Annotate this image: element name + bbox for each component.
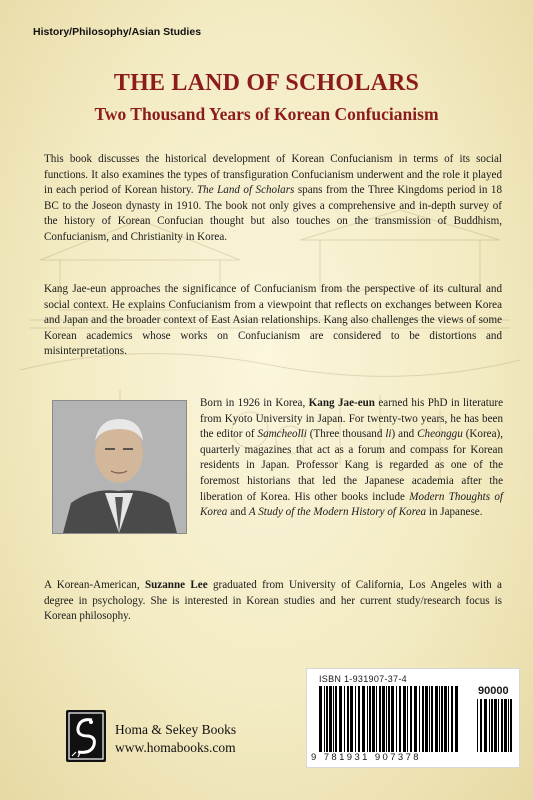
- ean-barcode-bars: [319, 686, 459, 752]
- price-code: 90000: [478, 685, 509, 697]
- book-subtitle: Two Thousand Years of Korean Confucianism: [94, 104, 439, 124]
- author-biography: Born in 1926 in Korea, Kang Jae-eun earned his PhD in literature from Kyoto University in Japan. For twenty-two years, he has been the editor of Samcheolli (Three thousand li) and Cheonggu (Korea), quarterly magazines that act as a forum and compass for Korean residents in Japan. Professor Kang is regarded as one of the foremost historians that led the Japanese academia after the liberation of Korea. His other books include Modern Thoughts of Korea and A Study of the Modern History of Korea in Japanese.: [200, 397, 503, 519]
- author-approach-paragraph: Kang Jae-eun approaches the significance of Confucianism from the perspective of its cultural and social context. He explains Confucianism from a viewpoint that reflects on exchanges between Korea and Japan and the broader context of East Asian relationships. Kang also challenges the views of some Korean academics whose works on Confucianism are considered to be distortions and misinterpretations.: [44, 283, 502, 358]
- addon-barcode-bars: [477, 699, 513, 752]
- publisher-name: Homa & Sekey Books: [115, 722, 237, 737]
- barcode-digits: 9 781931 907378: [311, 752, 421, 763]
- description-paragraph: This book discusses the historical development of Korean Confucianism in terms of its social functions. It also examines the types of transfiguration Confucianism underwent and the role it played in each period of Korean history. The Land of Scholars spans from the Three Kingdoms period in 18 BC to the Joseon dynasty in 1910. The book not only gives a comprehensive and in-depth survey of the history of Korean Confucian thought but also touches on the transmission of Buddhism, Confucianism, and Christianity in Korea.: [44, 153, 502, 243]
- book-title: THE LAND OF SCHOLARS: [113, 70, 420, 96]
- dragon-logo-icon: [66, 710, 106, 762]
- translator-biography: A Korean-American, Suzanne Lee graduated from University of California, Los Angeles with a degree in psychology. She is interested in Korean studies and her current study/research focus is Korean philosophy.: [44, 579, 502, 623]
- author-photo: [52, 400, 187, 534]
- publisher-info: [115, 721, 236, 757]
- isbn-barcode: [306, 668, 520, 768]
- isbn-label: ISBN 1-931907-37-4: [319, 674, 407, 684]
- category-label: History/Philosophy/Asian Studies: [33, 26, 202, 38]
- publisher-url: www.homabooks.com: [115, 740, 236, 755]
